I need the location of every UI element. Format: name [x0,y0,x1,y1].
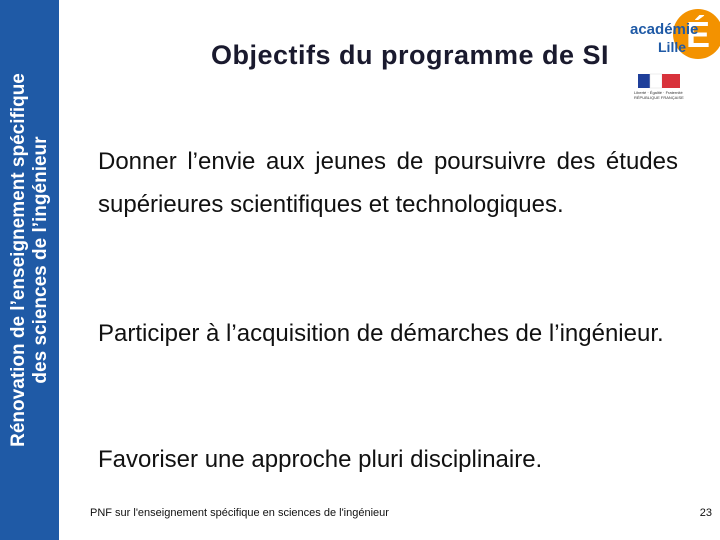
flag-blue [638,74,650,88]
bullet-item-2: Participer à l’acquisition de démarches de l’ingénieur. [98,320,664,347]
logo-motto: Liberté · Égalité · Fraternité [634,90,683,95]
academie-lille-logo [620,0,720,110]
bullet-item-3: Favoriser une approche pluri disciplinaire. [98,446,543,473]
sidebar-band [0,0,59,540]
slide-title: Objectifs du programme de SI [210,40,610,70]
logo-text-academie: académie [630,21,699,38]
sidebar-title-line2: des sciences de l’ingénieur [30,136,51,384]
flag-white [650,74,662,88]
flag-red [662,74,680,88]
sidebar-title-line1: Rénovation de l’enseignement spécifique [8,73,29,447]
footer-text: PNF sur l'enseignement spécifique en sciences de l'ingénieur [90,507,389,519]
logo-letter: É [685,14,711,55]
logo-text-lille: Lille [658,39,687,55]
logo-motto2: RÉPUBLIQUE FRANÇAISE [634,95,684,100]
bullet-item-1: Donner l’envie aux jeunes de poursuivre des études supérieures scientifiques et technologiques. [98,148,678,218]
sidebar-title [8,10,52,510]
page-number: 23 [699,507,712,519]
